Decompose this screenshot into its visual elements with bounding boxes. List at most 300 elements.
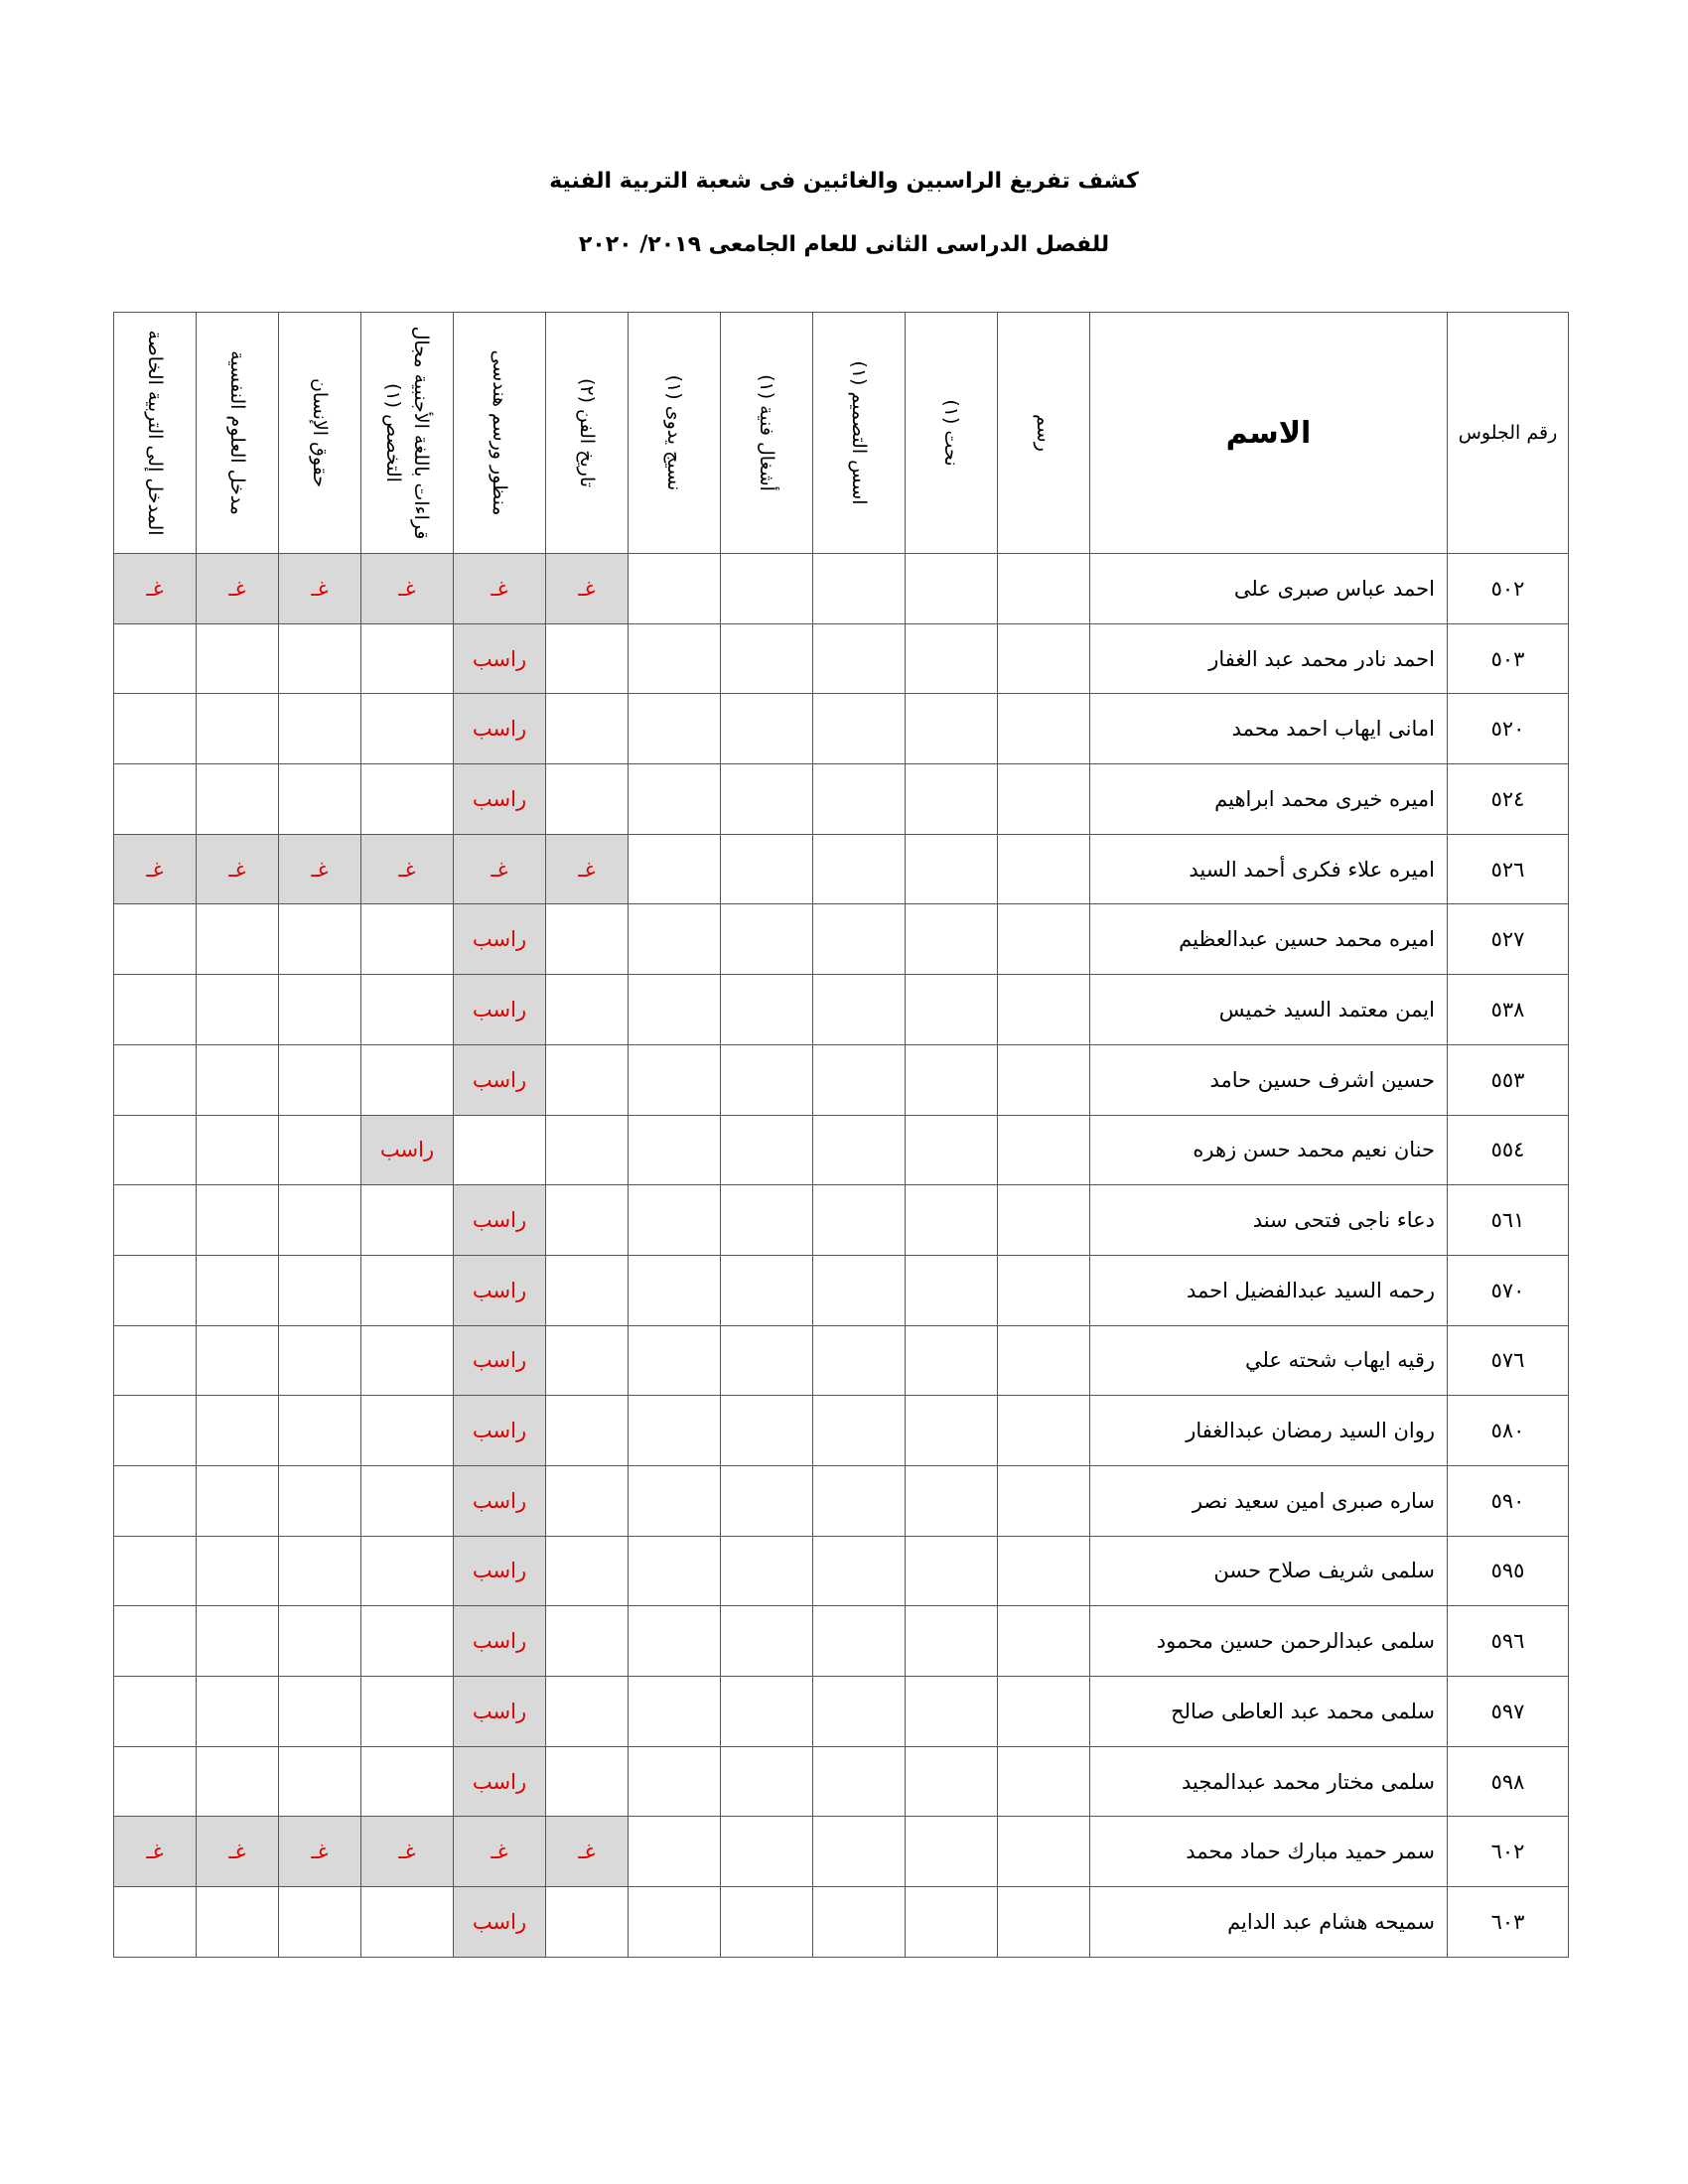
table-row: [114, 834, 1569, 904]
mark-cell: [998, 1255, 1090, 1325]
seat-number-header: رقم الجلوس: [1448, 313, 1569, 554]
mark-cell: [114, 694, 197, 764]
mark-cell: راسب: [454, 1396, 546, 1466]
subject-header: [721, 313, 813, 554]
mark-cell: [114, 1325, 197, 1396]
mark-cell: [998, 1606, 1090, 1677]
mark-cell: [629, 1044, 721, 1115]
mark-cell: [998, 1325, 1090, 1396]
mark-cell: [721, 1115, 813, 1185]
mark-cell: [279, 694, 361, 764]
student-name: احمد نادر محمد عبد الغفار: [1090, 623, 1448, 694]
mark-cell: [546, 694, 629, 764]
mark-cell: [813, 764, 906, 835]
mark-cell: [813, 1817, 906, 1887]
subject-header-label: حقوق الإنسان: [309, 377, 331, 488]
mark-cell: راسب: [454, 1255, 546, 1325]
table-row: [114, 1255, 1569, 1325]
mark-cell: [998, 1536, 1090, 1606]
table-row: [114, 1185, 1569, 1256]
mark-cell: [629, 834, 721, 904]
student-name: احمد عباس صبرى على: [1090, 554, 1448, 624]
subject-header: [114, 313, 197, 554]
mark-cell: [361, 1325, 454, 1396]
mark-cell: [279, 1325, 361, 1396]
mark-cell: [546, 1255, 629, 1325]
seat-number: ٦٠٢: [1448, 1817, 1569, 1887]
mark-cell: [279, 1606, 361, 1677]
mark-cell: [361, 975, 454, 1045]
mark-cell: [998, 1887, 1090, 1958]
mark-cell: [906, 834, 998, 904]
mark-cell: [629, 1677, 721, 1747]
mark-cell: [546, 1185, 629, 1256]
mark-cell: [998, 975, 1090, 1045]
mark-cell: [906, 1746, 998, 1817]
mark-cell: [197, 1746, 279, 1817]
mark-cell: [906, 1185, 998, 1256]
mark-cell: [629, 1115, 721, 1185]
mark-cell: [813, 1677, 906, 1747]
mark-cell: [279, 1396, 361, 1466]
mark-cell: [546, 1044, 629, 1115]
subject-header: [546, 313, 629, 554]
mark-cell: [197, 1185, 279, 1256]
mark-cell: [629, 1465, 721, 1536]
subject-header-label: منظور ورسم هندسى: [489, 349, 510, 516]
mark-cell: راسب: [454, 764, 546, 835]
mark-cell: [906, 1817, 998, 1887]
mark-cell: غـ: [361, 834, 454, 904]
mark-cell: [721, 1044, 813, 1115]
mark-cell: [454, 1115, 546, 1185]
mark-cell: راسب: [454, 1536, 546, 1606]
mark-cell: [721, 694, 813, 764]
subject-header: [361, 313, 454, 554]
subject-header: [906, 313, 998, 554]
mark-cell: [197, 1887, 279, 1958]
mark-cell: [998, 834, 1090, 904]
student-name: حسين اشرف حسين حامد: [1090, 1044, 1448, 1115]
mark-cell: [114, 623, 197, 694]
table-row: [114, 764, 1569, 835]
mark-cell: [361, 694, 454, 764]
mark-cell: [546, 904, 629, 975]
table-row: [114, 1465, 1569, 1536]
mark-cell: [721, 1396, 813, 1466]
mark-cell: [998, 1817, 1090, 1887]
mark-cell: [813, 1185, 906, 1256]
seat-number: ٥٢٠: [1448, 694, 1569, 764]
mark-cell: [546, 1606, 629, 1677]
mark-cell: [361, 623, 454, 694]
table-row: [114, 1044, 1569, 1115]
student-name: اميره خيرى محمد ابراهيم: [1090, 764, 1448, 835]
seat-number: ٥٩٥: [1448, 1536, 1569, 1606]
mark-cell: غـ: [279, 554, 361, 624]
mark-cell: [998, 1115, 1090, 1185]
mark-cell: [813, 554, 906, 624]
mark-cell: غـ: [454, 554, 546, 624]
mark-cell: [546, 1396, 629, 1466]
mark-cell: [629, 904, 721, 975]
mark-cell: [629, 764, 721, 835]
student-name: سمر حميد مبارك حماد محمد: [1090, 1817, 1448, 1887]
mark-cell: [197, 1536, 279, 1606]
mark-cell: [906, 1044, 998, 1115]
subject-header: [629, 313, 721, 554]
mark-cell: غـ: [114, 554, 197, 624]
mark-cell: [279, 1255, 361, 1325]
seat-number: ٥٨٠: [1448, 1396, 1569, 1466]
mark-cell: [906, 1677, 998, 1747]
subject-header-label: نحت (١): [940, 399, 962, 467]
mark-cell: راسب: [454, 694, 546, 764]
mark-cell: [114, 904, 197, 975]
mark-cell: [546, 975, 629, 1045]
mark-cell: [197, 694, 279, 764]
mark-cell: راسب: [454, 904, 546, 975]
mark-cell: [813, 1115, 906, 1185]
mark-cell: راسب: [454, 623, 546, 694]
mark-cell: [813, 1255, 906, 1325]
mark-cell: [197, 623, 279, 694]
mark-cell: [629, 975, 721, 1045]
mark-cell: [629, 1325, 721, 1396]
mark-cell: [629, 623, 721, 694]
mark-cell: راسب: [361, 1115, 454, 1185]
mark-cell: [114, 1255, 197, 1325]
mark-cell: [813, 1746, 906, 1817]
page-title: كشف تفريغ الراسبين والغائبين فى شعبة التربية الفنية: [549, 169, 1139, 194]
mark-cell: [629, 1536, 721, 1606]
mark-cell: راسب: [454, 1465, 546, 1536]
student-name: روان السيد رمضان عبدالغفار: [1090, 1396, 1448, 1466]
results-table: [113, 312, 1569, 1958]
mark-cell: [998, 1185, 1090, 1256]
mark-cell: [114, 1185, 197, 1256]
mark-cell: [197, 1465, 279, 1536]
subject-header: [998, 313, 1090, 554]
mark-cell: [279, 1677, 361, 1747]
student-name: ساره صبرى امين سعيد نصر: [1090, 1465, 1448, 1536]
mark-cell: [114, 1677, 197, 1747]
mark-cell: غـ: [546, 834, 629, 904]
mark-cell: [279, 975, 361, 1045]
mark-cell: [546, 623, 629, 694]
seat-number: ٥٣٨: [1448, 975, 1569, 1045]
student-name: سميحه هشام عبد الدايم: [1090, 1887, 1448, 1958]
seat-number: ٥٧٦: [1448, 1325, 1569, 1396]
student-name: حنان نعيم محمد حسن زهره: [1090, 1115, 1448, 1185]
subject-header: [454, 313, 546, 554]
seat-number: ٥٦١: [1448, 1185, 1569, 1256]
subject-header-label: نسيج يدوى (١): [663, 374, 685, 491]
mark-cell: [279, 764, 361, 835]
mark-cell: [197, 1325, 279, 1396]
mark-cell: [361, 1746, 454, 1817]
mark-cell: [197, 1115, 279, 1185]
mark-cell: [998, 764, 1090, 835]
subject-header-label: تاريخ الفن (٢): [576, 377, 598, 488]
mark-cell: [197, 1677, 279, 1747]
mark-cell: غـ: [197, 834, 279, 904]
mark-cell: [546, 1746, 629, 1817]
student-name: سلمى محمد عبد العاطى صالح: [1090, 1677, 1448, 1747]
student-name: امانى ايهاب احمد محمد: [1090, 694, 1448, 764]
mark-cell: [721, 1255, 813, 1325]
mark-cell: غـ: [114, 834, 197, 904]
mark-cell: [906, 1396, 998, 1466]
mark-cell: [114, 764, 197, 835]
mark-cell: [546, 1465, 629, 1536]
table-row: [114, 1115, 1569, 1185]
mark-cell: [813, 623, 906, 694]
mark-cell: [114, 1044, 197, 1115]
table-row: [114, 1677, 1569, 1747]
mark-cell: [998, 904, 1090, 975]
mark-cell: [629, 1396, 721, 1466]
table-row: [114, 1887, 1569, 1958]
mark-cell: [813, 975, 906, 1045]
mark-cell: [998, 1044, 1090, 1115]
mark-cell: [361, 1536, 454, 1606]
mark-cell: راسب: [454, 975, 546, 1045]
mark-cell: [546, 1115, 629, 1185]
mark-cell: غـ: [361, 1817, 454, 1887]
mark-cell: [998, 694, 1090, 764]
mark-cell: غـ: [197, 554, 279, 624]
mark-cell: [721, 834, 813, 904]
seat-number: ٥٠٣: [1448, 623, 1569, 694]
header-row: [114, 313, 1569, 554]
mark-cell: [279, 1887, 361, 1958]
mark-cell: غـ: [546, 1817, 629, 1887]
mark-cell: [279, 623, 361, 694]
student-name: سلمى مختار محمد عبدالمجيد: [1090, 1746, 1448, 1817]
mark-cell: غـ: [454, 834, 546, 904]
table-row: [114, 694, 1569, 764]
mark-cell: [361, 1255, 454, 1325]
table-row: [114, 1746, 1569, 1817]
mark-cell: [279, 1746, 361, 1817]
page-subtitle: للفصل الدراسى الثانى للعام الجامعى ٢٠١٩/ ٢٠٢٠: [578, 232, 1110, 257]
seat-number: ٥٢٦: [1448, 834, 1569, 904]
mark-cell: [721, 623, 813, 694]
mark-cell: [361, 1396, 454, 1466]
mark-cell: [906, 1606, 998, 1677]
subject-header-label: مدخل العلوم النفسية: [226, 350, 248, 515]
mark-cell: [197, 904, 279, 975]
mark-cell: [279, 1536, 361, 1606]
seat-number: ٥٧٠: [1448, 1255, 1569, 1325]
mark-cell: [114, 1746, 197, 1817]
seat-number: ٥٥٤: [1448, 1115, 1569, 1185]
mark-cell: غـ: [279, 1817, 361, 1887]
mark-cell: [721, 975, 813, 1045]
mark-cell: [906, 1115, 998, 1185]
mark-cell: [279, 1465, 361, 1536]
mark-cell: [998, 1465, 1090, 1536]
mark-cell: [361, 904, 454, 975]
table-row: [114, 623, 1569, 694]
mark-cell: [813, 1887, 906, 1958]
mark-cell: [361, 1185, 454, 1256]
mark-cell: [279, 1115, 361, 1185]
mark-cell: غـ: [546, 554, 629, 624]
student-name: اميره محمد حسين عبدالعظيم: [1090, 904, 1448, 975]
mark-cell: [114, 1465, 197, 1536]
subject-header-label: اسس التصميم (١): [848, 360, 870, 505]
subject-header-label: قراءات باللغة الأجنبية مجال التخصص (١): [382, 326, 432, 540]
student-name: دعاء ناجى فتحى سند: [1090, 1185, 1448, 1256]
seat-number: ٥٠٢: [1448, 554, 1569, 624]
subject-header-label: المدخل إلى التربية الخاصة: [144, 330, 166, 536]
mark-cell: [279, 904, 361, 975]
mark-cell: [279, 1185, 361, 1256]
mark-cell: [197, 764, 279, 835]
mark-cell: [906, 694, 998, 764]
table-row: [114, 1606, 1569, 1677]
mark-cell: [361, 1465, 454, 1536]
student-name: سلمى عبدالرحمن حسين محمود: [1090, 1606, 1448, 1677]
mark-cell: [197, 1255, 279, 1325]
mark-cell: [721, 1185, 813, 1256]
seat-number: ٥٩٦: [1448, 1606, 1569, 1677]
mark-cell: [813, 834, 906, 904]
mark-cell: [197, 975, 279, 1045]
mark-cell: [998, 623, 1090, 694]
table-row: [114, 1817, 1569, 1887]
mark-cell: [813, 904, 906, 975]
mark-cell: [906, 554, 998, 624]
seat-number: ٥٥٣: [1448, 1044, 1569, 1115]
mark-cell: [546, 764, 629, 835]
table-row: [114, 904, 1569, 975]
mark-cell: [813, 1044, 906, 1115]
mark-cell: [279, 1044, 361, 1115]
table-row: [114, 1536, 1569, 1606]
mark-cell: [361, 1044, 454, 1115]
mark-cell: [114, 1115, 197, 1185]
seat-number: ٦٠٣: [1448, 1887, 1569, 1958]
mark-cell: غـ: [361, 554, 454, 624]
mark-cell: [546, 1887, 629, 1958]
mark-cell: [721, 1746, 813, 1817]
mark-cell: [721, 1465, 813, 1536]
mark-cell: [813, 1325, 906, 1396]
mark-cell: [361, 1887, 454, 1958]
mark-cell: راسب: [454, 1606, 546, 1677]
mark-cell: [906, 764, 998, 835]
mark-cell: غـ: [279, 834, 361, 904]
seat-number: ٥٢٤: [1448, 764, 1569, 835]
mark-cell: [361, 764, 454, 835]
mark-cell: [114, 975, 197, 1045]
seat-number: ٥٩٠: [1448, 1465, 1569, 1536]
mark-cell: [629, 1606, 721, 1677]
mark-cell: [361, 1677, 454, 1747]
subject-header: [813, 313, 906, 554]
mark-cell: راسب: [454, 1044, 546, 1115]
mark-cell: [721, 764, 813, 835]
mark-cell: راسب: [454, 1185, 546, 1256]
mark-cell: [721, 1536, 813, 1606]
table-row: [114, 1396, 1569, 1466]
mark-cell: [813, 1606, 906, 1677]
mark-cell: [998, 554, 1090, 624]
subject-header-label: أشغال فنية (١): [756, 374, 777, 491]
mark-cell: [629, 1817, 721, 1887]
mark-cell: [721, 1606, 813, 1677]
mark-cell: [197, 1606, 279, 1677]
mark-cell: [813, 694, 906, 764]
table-row: [114, 1325, 1569, 1396]
mark-cell: غـ: [454, 1817, 546, 1887]
mark-cell: [546, 1677, 629, 1747]
seat-number: ٥٢٧: [1448, 904, 1569, 975]
mark-cell: [629, 1746, 721, 1817]
mark-cell: [197, 1396, 279, 1466]
mark-cell: [998, 1746, 1090, 1817]
mark-cell: [114, 1396, 197, 1466]
mark-cell: [629, 694, 721, 764]
student-name: اميره علاء فكرى أحمد السيد: [1090, 834, 1448, 904]
student-name: ايمن معتمد السيد خميس: [1090, 975, 1448, 1045]
mark-cell: [546, 1536, 629, 1606]
mark-cell: [114, 1606, 197, 1677]
subject-header: [279, 313, 361, 554]
mark-cell: [721, 1677, 813, 1747]
mark-cell: [721, 1887, 813, 1958]
mark-cell: [813, 1396, 906, 1466]
mark-cell: [998, 1396, 1090, 1466]
subject-header-label: رسم: [1033, 414, 1055, 452]
student-name: رحمه السيد عبدالفضيل احمد: [1090, 1255, 1448, 1325]
mark-cell: راسب: [454, 1677, 546, 1747]
mark-cell: [906, 1465, 998, 1536]
mark-cell: [721, 904, 813, 975]
mark-cell: [721, 554, 813, 624]
student-name: سلمى شريف صلاح حسن: [1090, 1536, 1448, 1606]
mark-cell: [197, 1044, 279, 1115]
mark-cell: [813, 1465, 906, 1536]
mark-cell: [906, 1887, 998, 1958]
mark-cell: [906, 1325, 998, 1396]
mark-cell: [629, 1185, 721, 1256]
mark-cell: [906, 1536, 998, 1606]
mark-cell: [906, 975, 998, 1045]
student-name: رقيه ايهاب شحته علي: [1090, 1325, 1448, 1396]
mark-cell: [114, 1887, 197, 1958]
mark-cell: [813, 1536, 906, 1606]
subject-header: [197, 313, 279, 554]
seat-number: ٥٩٧: [1448, 1677, 1569, 1747]
mark-cell: [998, 1677, 1090, 1747]
mark-cell: [906, 623, 998, 694]
mark-cell: [114, 1536, 197, 1606]
table-row: [114, 554, 1569, 624]
mark-cell: غـ: [114, 1817, 197, 1887]
mark-cell: [906, 1255, 998, 1325]
table-row: [114, 975, 1569, 1045]
mark-cell: [546, 1325, 629, 1396]
name-header: الاسم: [1090, 313, 1448, 554]
mark-cell: غـ: [197, 1817, 279, 1887]
mark-cell: [906, 904, 998, 975]
mark-cell: راسب: [454, 1887, 546, 1958]
mark-cell: راسب: [454, 1325, 546, 1396]
